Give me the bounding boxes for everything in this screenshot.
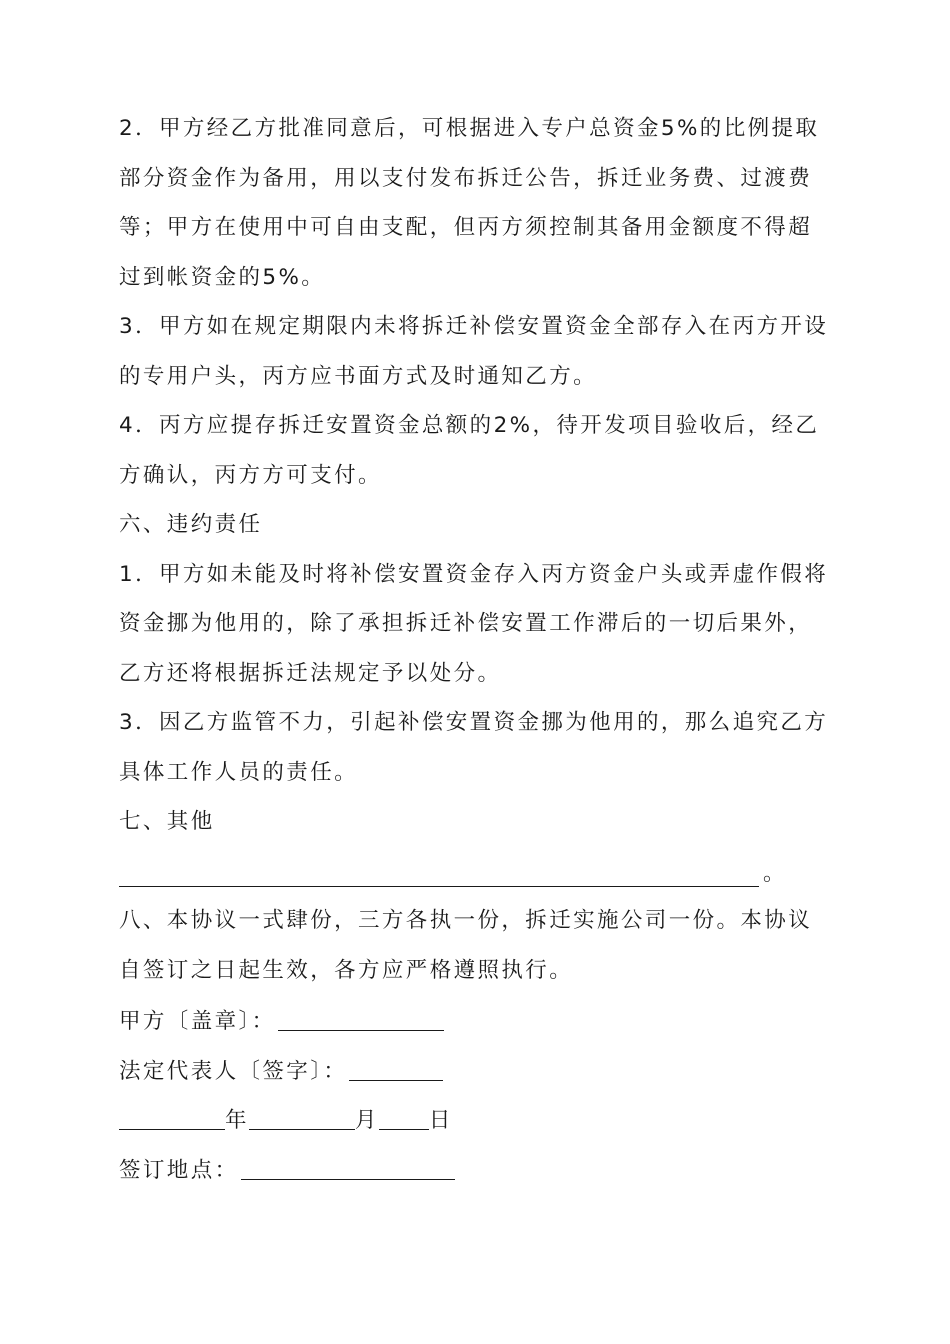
- text-line: 自签订之日起生效，各方应严格遵照执行。: [119, 957, 574, 983]
- party-a-seal-row: [119, 995, 950, 1045]
- section-7-heading: [119, 797, 831, 847]
- section-8: [119, 896, 831, 995]
- legal-rep-row: [119, 1045, 950, 1095]
- section-6-heading: [119, 500, 831, 550]
- fill-in-blank[interactable]: [119, 864, 759, 887]
- signing-place-blank[interactable]: [241, 1157, 455, 1180]
- section-heading: 七、其他: [119, 809, 215, 834]
- text-line: 具体工作人员的责任。: [119, 759, 359, 785]
- text-line: 乙方还将根据拆迁法规定予以处分。: [119, 660, 502, 686]
- text-line: 1．甲方如未能及时将补偿安置资金存入丙方资金户头或弄虚作假将: [119, 561, 829, 587]
- party-a-seal-blank[interactable]: [278, 1008, 444, 1031]
- text-line: 4．丙方应提存拆迁安置资金总额的2%，待开发项目验收后，经乙: [119, 413, 820, 438]
- day-blank[interactable]: [379, 1107, 429, 1130]
- text-line: 过到帐资金的5%。: [119, 264, 326, 290]
- text-line: 3．甲方如在规定期限内未将拆迁补偿安置资金全部存入在丙方开设: [119, 314, 829, 339]
- text-line: 八、本协议一式肆份，三方各执一份，拆迁实施公司一份。本协议: [119, 908, 813, 933]
- text-line: 部分资金作为备用，用以支付发布拆迁公告，拆迁业务费、过渡费: [119, 165, 813, 191]
- signing-place-label: 签订地点：: [119, 1157, 239, 1183]
- clause-4: [119, 401, 831, 500]
- year-label: 年: [225, 1108, 249, 1134]
- text-line: 等；甲方在使用中可自由支配，但丙方须控制其备用金额度不得超: [119, 215, 813, 240]
- clause-2: [119, 104, 831, 302]
- period-mark: 。: [763, 860, 785, 886]
- text-line: 资金挪为他用的，除了承担拆迁补偿安置工作滞后的一切后果外，: [119, 611, 813, 636]
- text-line: 2．甲方经乙方批准同意后，可根据进入专户总资金5%的比例提取: [119, 116, 820, 141]
- signing-place-row: [119, 1144, 950, 1194]
- text-line: 3．因乙方监管不力，引起补偿安置资金挪为他用的，那么追究乙方: [119, 710, 829, 735]
- legal-rep-label: 法定代表人〔签字〕：: [119, 1058, 348, 1084]
- year-blank[interactable]: [119, 1107, 225, 1130]
- date-row: [119, 1094, 950, 1144]
- party-a-seal-label: 甲方〔盖章〕：: [119, 1009, 276, 1035]
- text-line: 方确认，丙方方可支付。: [119, 462, 382, 488]
- breach-clause-3: [119, 698, 831, 797]
- other-terms-blank-line: [119, 847, 950, 897]
- month-blank[interactable]: [249, 1107, 355, 1130]
- legal-rep-signature-blank[interactable]: [349, 1058, 443, 1081]
- text-line: 的专用户头，丙方应书面方式及时通知乙方。: [119, 363, 598, 389]
- day-label: 日: [428, 1108, 453, 1134]
- month-label: 月: [354, 1108, 379, 1134]
- breach-clause-1: [119, 550, 831, 699]
- clause-3: [119, 302, 831, 401]
- section-heading: 六、违约责任: [119, 512, 263, 537]
